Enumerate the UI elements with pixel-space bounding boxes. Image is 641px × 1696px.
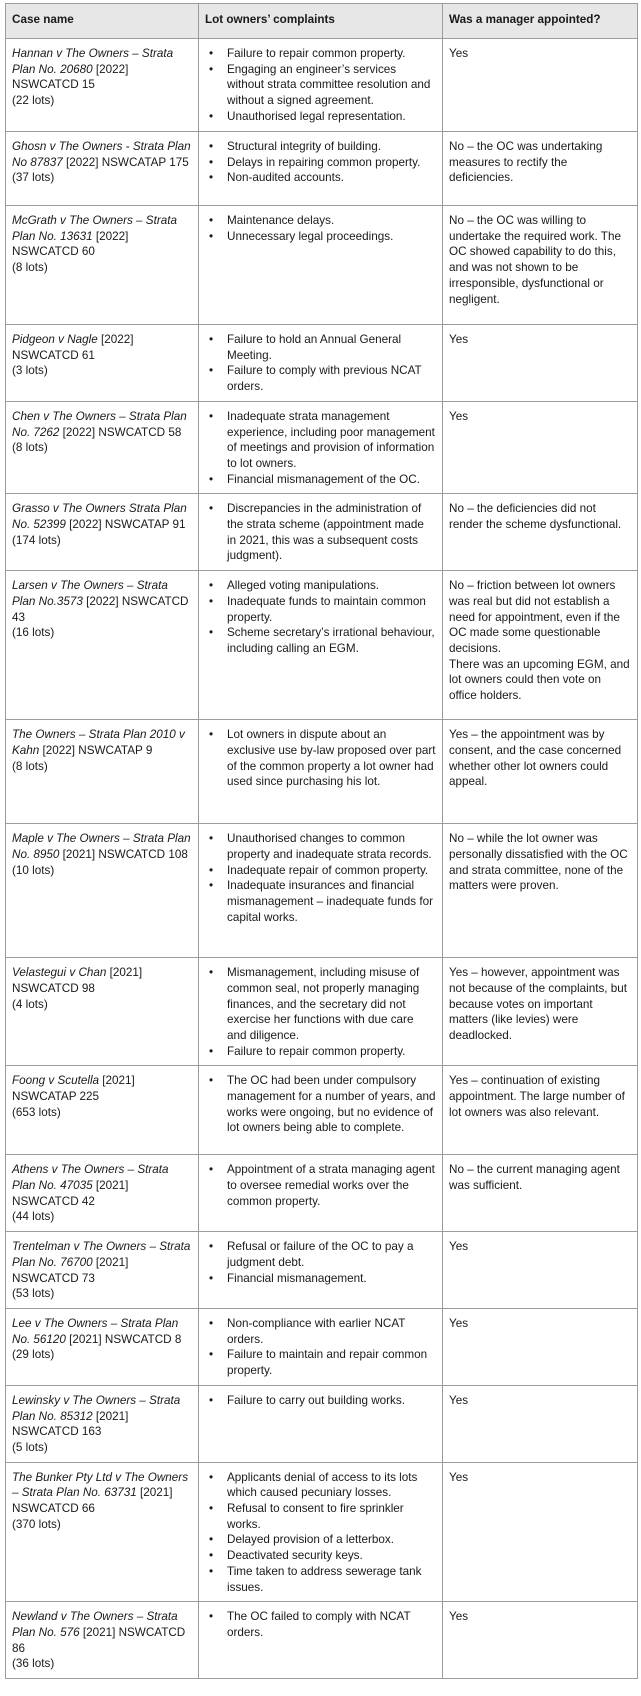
outcome-text: Yes	[449, 1470, 469, 1484]
outcome-text: Yes	[449, 1316, 469, 1330]
lot-count: (174 lots)	[12, 533, 61, 547]
case-name-cell	[6, 1385, 199, 1462]
lot-count: (653 lots)	[12, 1105, 61, 1119]
case-title: McGrath v The Owners – Strata Plan No. 13631	[12, 214, 177, 243]
complaints-list	[205, 332, 436, 395]
table-row	[6, 206, 638, 325]
outcome-cell	[443, 1602, 638, 1679]
complaints-list	[205, 1470, 436, 1596]
lot-count: (53 lots)	[12, 1287, 55, 1301]
complaints-list	[205, 213, 436, 244]
outcome-cell	[443, 824, 638, 958]
complaints-list	[205, 1162, 436, 1209]
table-row	[6, 1462, 638, 1602]
outcome-cell	[443, 720, 638, 824]
lot-count: (36 lots)	[12, 1657, 55, 1671]
case-title: The Owners – Strata Plan 2010 v Kahn	[12, 728, 185, 757]
case-name-cell	[6, 1066, 199, 1155]
outcome-text: Yes	[449, 1393, 469, 1407]
complaint-item: • Unauthorised legal representation.	[227, 109, 436, 125]
case-table-container	[5, 3, 637, 1679]
case-title: Chen v The Owners – Strata Plan No. 7262	[12, 409, 187, 439]
outcome-text: Yes	[449, 333, 469, 346]
case-citation: [2022] NSWCATCD 43	[12, 594, 189, 624]
outcome-text: Yes	[449, 409, 469, 423]
complaint-item: • Delayed provision of a letterbox.	[227, 1532, 436, 1548]
outcome-cell	[443, 1155, 638, 1232]
case-title: Lewinsky v The Owners – Strata Plan No. 85312	[12, 1393, 181, 1423]
case-citation: [2021] NSWCATCD 73	[12, 1255, 129, 1285]
complaints-list	[205, 409, 436, 488]
outcome-cell	[443, 1066, 638, 1155]
case-citation: [2021] NSWCATCD 8	[65, 1332, 182, 1346]
table-row	[6, 958, 638, 1066]
lot-count: (8 lots)	[12, 759, 48, 773]
case-citation: [2022] NSWCATAP 9	[39, 743, 153, 757]
case-name-cell	[6, 824, 199, 958]
complaints-cell	[199, 206, 443, 325]
case-name-cell	[6, 206, 199, 325]
case-name-cell	[6, 494, 199, 571]
complaint-item: • Failure to maintain and repair common property.	[227, 1347, 436, 1378]
outcome-cell	[443, 206, 638, 325]
case-citation: [2021] NSWCATCD 66	[12, 1486, 173, 1516]
case-title: Newland v The Owners – Strata Plan No. 576	[12, 1610, 178, 1639]
header-complaints: Lot owners’ complaints	[199, 4, 443, 39]
table-row	[6, 824, 638, 958]
outcome-text: Yes	[449, 47, 469, 60]
outcome-text: No – while the lot owner was personally dissatisfied with the OC and strata committee, none of the matters were proven.	[449, 832, 628, 893]
lot-count: (8 lots)	[12, 441, 48, 455]
case-name-cell	[6, 1602, 199, 1679]
complaint-item: • Deactivated security keys.	[227, 1548, 436, 1564]
lot-count: (10 lots)	[12, 863, 55, 877]
complaint-item: • Lot owners in dispute about an exclusive use by-law proposed over part of the common property a lot owner had used since purchasing his lot.	[227, 727, 436, 790]
complaints-cell	[199, 720, 443, 824]
table-row	[6, 39, 638, 132]
case-citation: [2021] NSWCATCD 42	[12, 1179, 129, 1208]
case-title: The Bunker Pty Ltd v The Owners – Strata Plan No. 63731	[12, 1470, 189, 1500]
table-row	[6, 1066, 638, 1155]
complaint-item: • Applicants denial of access to its lots which caused pecuniary losses.	[227, 1470, 436, 1501]
table-row	[6, 1308, 638, 1385]
complaint-item: • Inadequate strata management experience, including poor management of meetings and provision of information to lot owners.	[227, 409, 436, 472]
case-title: Hannan v The Owners – Strata Plan No. 20680	[12, 47, 174, 76]
complaints-cell	[199, 401, 443, 494]
table-row	[6, 132, 638, 206]
table-row	[6, 1602, 638, 1679]
lot-count: (44 lots)	[12, 1210, 55, 1224]
table-row	[6, 1385, 638, 1462]
complaints-cell	[199, 1066, 443, 1155]
case-name-cell	[6, 325, 199, 402]
outcome-cell	[443, 1385, 638, 1462]
complaint-item: • Inadequate insurances and financial mismanagement – inadequate funds for capital works.	[227, 878, 436, 925]
case-citation: [2022] NSWCATCD 61	[12, 333, 134, 362]
complaint-item: • Discrepancies in the administration of the strata scheme (appointment made in 2021, this was a subsequent costs judgment).	[227, 501, 436, 564]
complaint-item: • Financial mismanagement of the OC.	[227, 472, 436, 488]
complaints-cell	[199, 824, 443, 958]
outcome-cell	[443, 39, 638, 132]
case-title: Velastegui v Chan	[12, 966, 107, 980]
complaints-list	[205, 578, 436, 657]
complaint-item: • Unauthorised changes to common property and inadequate strata records.	[227, 831, 436, 862]
case-name-cell	[6, 132, 199, 206]
complaints-list	[205, 501, 436, 564]
case-citation: [2021] NSWCATCD 98	[12, 966, 143, 995]
outcome-text: No – friction between lot owners was real but did not establish a need for appointment, even if the OC made some questionable decisions.	[449, 579, 620, 655]
complaint-item: • Non-compliance with earlier NCAT orders.	[227, 1316, 436, 1347]
table-row	[6, 325, 638, 402]
case-citation: [2022] NSWCATCD 60	[12, 229, 129, 259]
table-row	[6, 401, 638, 494]
case-name-cell	[6, 1232, 199, 1309]
case-citation: [2022] NSWCATCD 15	[12, 62, 129, 92]
case-title: Trentelman v The Owners – Strata Plan No. 76700	[12, 1240, 191, 1269]
complaints-list	[205, 831, 436, 925]
case-title: Foong v Scutella	[12, 1074, 100, 1088]
complaints-list	[205, 965, 436, 1059]
complaint-item: • Scheme secretary’s irrational behaviour, including calling an EGM.	[227, 625, 436, 656]
outcome-cell	[443, 1462, 638, 1602]
table-row	[6, 1232, 638, 1309]
complaint-item: • Delays in repairing common property.	[227, 155, 436, 171]
complaint-item: • Structural integrity of building.	[227, 139, 436, 155]
header-manager-appointed: Was a manager appointed?	[443, 4, 638, 39]
complaints-list	[205, 46, 436, 125]
case-name-cell	[6, 39, 199, 132]
complaint-item: • Refusal to consent to fire sprinkler works.	[227, 1501, 436, 1532]
complaints-cell	[199, 571, 443, 720]
outcome-cell	[443, 494, 638, 571]
complaints-list	[205, 139, 436, 186]
outcome-text: No – the OC was willing to undertake the required work. The OC showed capability to do this, and was not shown to be irresponsible, dysfunctional or negligent.	[449, 214, 621, 306]
outcome-text: Yes	[449, 1610, 469, 1624]
complaint-item: • Unnecessary legal proceedings.	[227, 229, 436, 245]
lot-count: (37 lots)	[12, 171, 55, 185]
outcome-text: No – the deficiencies did not render the scheme dysfunctional.	[449, 502, 622, 532]
outcome-text: Yes – however, appointment was not because of the complaints, but because votes on important matters (like levies) were deadlocked.	[449, 966, 628, 1042]
outcome-cell	[443, 325, 638, 402]
case-title: Lee v The Owners – Strata Plan No. 56120	[12, 1316, 179, 1346]
case-title: Pidgeon v Nagle	[12, 333, 98, 346]
outcome-text: Yes – the appointment was by consent, and the case concerned whether other lot owners could appeal.	[449, 728, 622, 789]
complaints-cell	[199, 1602, 443, 1679]
complaints-cell	[199, 494, 443, 571]
case-citation: [2021] NSWCATCD 163	[12, 1409, 129, 1439]
header-case-name: Case name	[6, 4, 199, 39]
complaint-item: • Engaging an engineer’s services without strata committee resolution and without a signed agreement.	[227, 62, 436, 109]
lot-count: (16 lots)	[12, 626, 55, 640]
outcome-text: No – the current managing agent was sufficient.	[449, 1163, 620, 1193]
complaint-item: • Failure to repair common property.	[227, 1044, 436, 1060]
lot-count: (29 lots)	[12, 1348, 55, 1362]
complaint-item: • Failure to carry out building works.	[227, 1393, 436, 1409]
case-citation: [2022] NSWCATAP 175	[62, 155, 189, 169]
complaint-item: • Mismanagement, including misuse of common seal, not properly managing finances, and the secretary did not exercise her functions with due care and diligence.	[227, 965, 436, 1044]
case-title: Grasso v The Owners Strata Plan No. 52399	[12, 502, 187, 532]
outcome-cell	[443, 958, 638, 1066]
header-row	[6, 4, 638, 39]
case-title: Athens v The Owners – Strata Plan No. 47035	[12, 1163, 169, 1193]
complaint-item: • Financial mismanagement.	[227, 1271, 436, 1287]
complaints-list	[205, 1393, 436, 1409]
complaint-item: • Alleged voting manipulations.	[227, 578, 436, 594]
case-citation: [2021] NSWCATCD 108	[59, 847, 188, 861]
outcome-cell	[443, 1308, 638, 1385]
complaints-cell	[199, 1232, 443, 1309]
case-name-cell	[6, 958, 199, 1066]
case-name-cell	[6, 571, 199, 720]
complaints-cell	[199, 1462, 443, 1602]
complaints-list	[205, 1239, 436, 1286]
complaints-cell	[199, 132, 443, 206]
case-citation: [2021] NSWCATCD 86	[12, 1625, 186, 1655]
case-citation: [2022] NSWCATCD 58	[59, 425, 182, 439]
complaints-cell	[199, 39, 443, 132]
case-name-cell	[6, 401, 199, 494]
lot-count: (3 lots)	[12, 364, 48, 378]
case-name-cell	[6, 1308, 199, 1385]
complaint-item: • Time taken to address sewerage tank issues.	[227, 1564, 436, 1595]
complaints-list	[205, 727, 436, 790]
complaints-cell	[199, 958, 443, 1066]
case-table	[5, 3, 638, 1679]
complaint-item: • Refusal or failure of the OC to pay a judgment debt.	[227, 1239, 436, 1270]
outcome-text: Yes	[449, 1240, 469, 1254]
case-name-cell	[6, 720, 199, 824]
case-title: Maple v The Owners – Strata Plan No. 8950	[12, 832, 191, 861]
outcome-cell	[443, 401, 638, 494]
case-title: Ghosn v The Owners - Strata Plan No 87837	[12, 140, 191, 169]
lot-count: (4 lots)	[12, 997, 48, 1011]
outcome-cell	[443, 1232, 638, 1309]
complaint-item: • Failure to hold an Annual General Meeting.	[227, 332, 436, 363]
complaint-item: • The OC failed to comply with NCAT orders.	[227, 1609, 436, 1640]
case-title: Larsen v The Owners – Strata Plan No.3573	[12, 579, 168, 608]
complaints-cell	[199, 1155, 443, 1232]
outcome-text: No – the OC was undertaking measures to rectify the deficiencies.	[449, 140, 603, 185]
lot-count: (5 lots)	[12, 1440, 48, 1454]
complaints-cell	[199, 325, 443, 402]
outcome-cell	[443, 132, 638, 206]
lot-count: (22 lots)	[12, 94, 55, 108]
table-row	[6, 720, 638, 824]
outcome-text: Yes – continuation of existing appointment. The large number of lot owners was also relevant.	[449, 1074, 625, 1119]
complaint-item: • Inadequate repair of common property.	[227, 863, 436, 879]
case-name-cell	[6, 1155, 199, 1232]
case-name-cell	[6, 1462, 199, 1602]
complaint-item: • Failure to repair common property.	[227, 46, 436, 62]
complaint-item: • Maintenance delays.	[227, 213, 436, 229]
table-row	[6, 571, 638, 720]
case-citation: [2022] NSWCATAP 91	[65, 518, 186, 532]
table-row	[6, 1155, 638, 1232]
case-citation: [2021] NSWCATAP 225	[12, 1074, 135, 1104]
complaint-item: • The OC had been under compulsory management for a number of years, and works were ongoing, but no evidence of lot owners being able to complete.	[227, 1073, 436, 1136]
complaint-item: • Failure to comply with previous NCAT orders.	[227, 363, 436, 394]
lot-count: (8 lots)	[12, 261, 48, 275]
complaint-item: • Non-audited accounts.	[227, 170, 436, 186]
complaints-list	[205, 1073, 436, 1136]
outcome-cell	[443, 571, 638, 720]
table-body	[6, 39, 638, 1679]
table-row	[6, 494, 638, 571]
lot-count: (370 lots)	[12, 1517, 61, 1531]
complaints-cell	[199, 1308, 443, 1385]
complaints-cell	[199, 1385, 443, 1462]
complaint-item: • Inadequate funds to maintain common property.	[227, 594, 436, 625]
outcome-text: There was an upcoming EGM, and lot owners could then vote on office holders.	[449, 657, 630, 703]
complaint-item: • Appointment of a strata managing agent to oversee remedial works over the common property.	[227, 1162, 436, 1209]
complaints-list	[205, 1609, 436, 1640]
complaints-list	[205, 1316, 436, 1379]
